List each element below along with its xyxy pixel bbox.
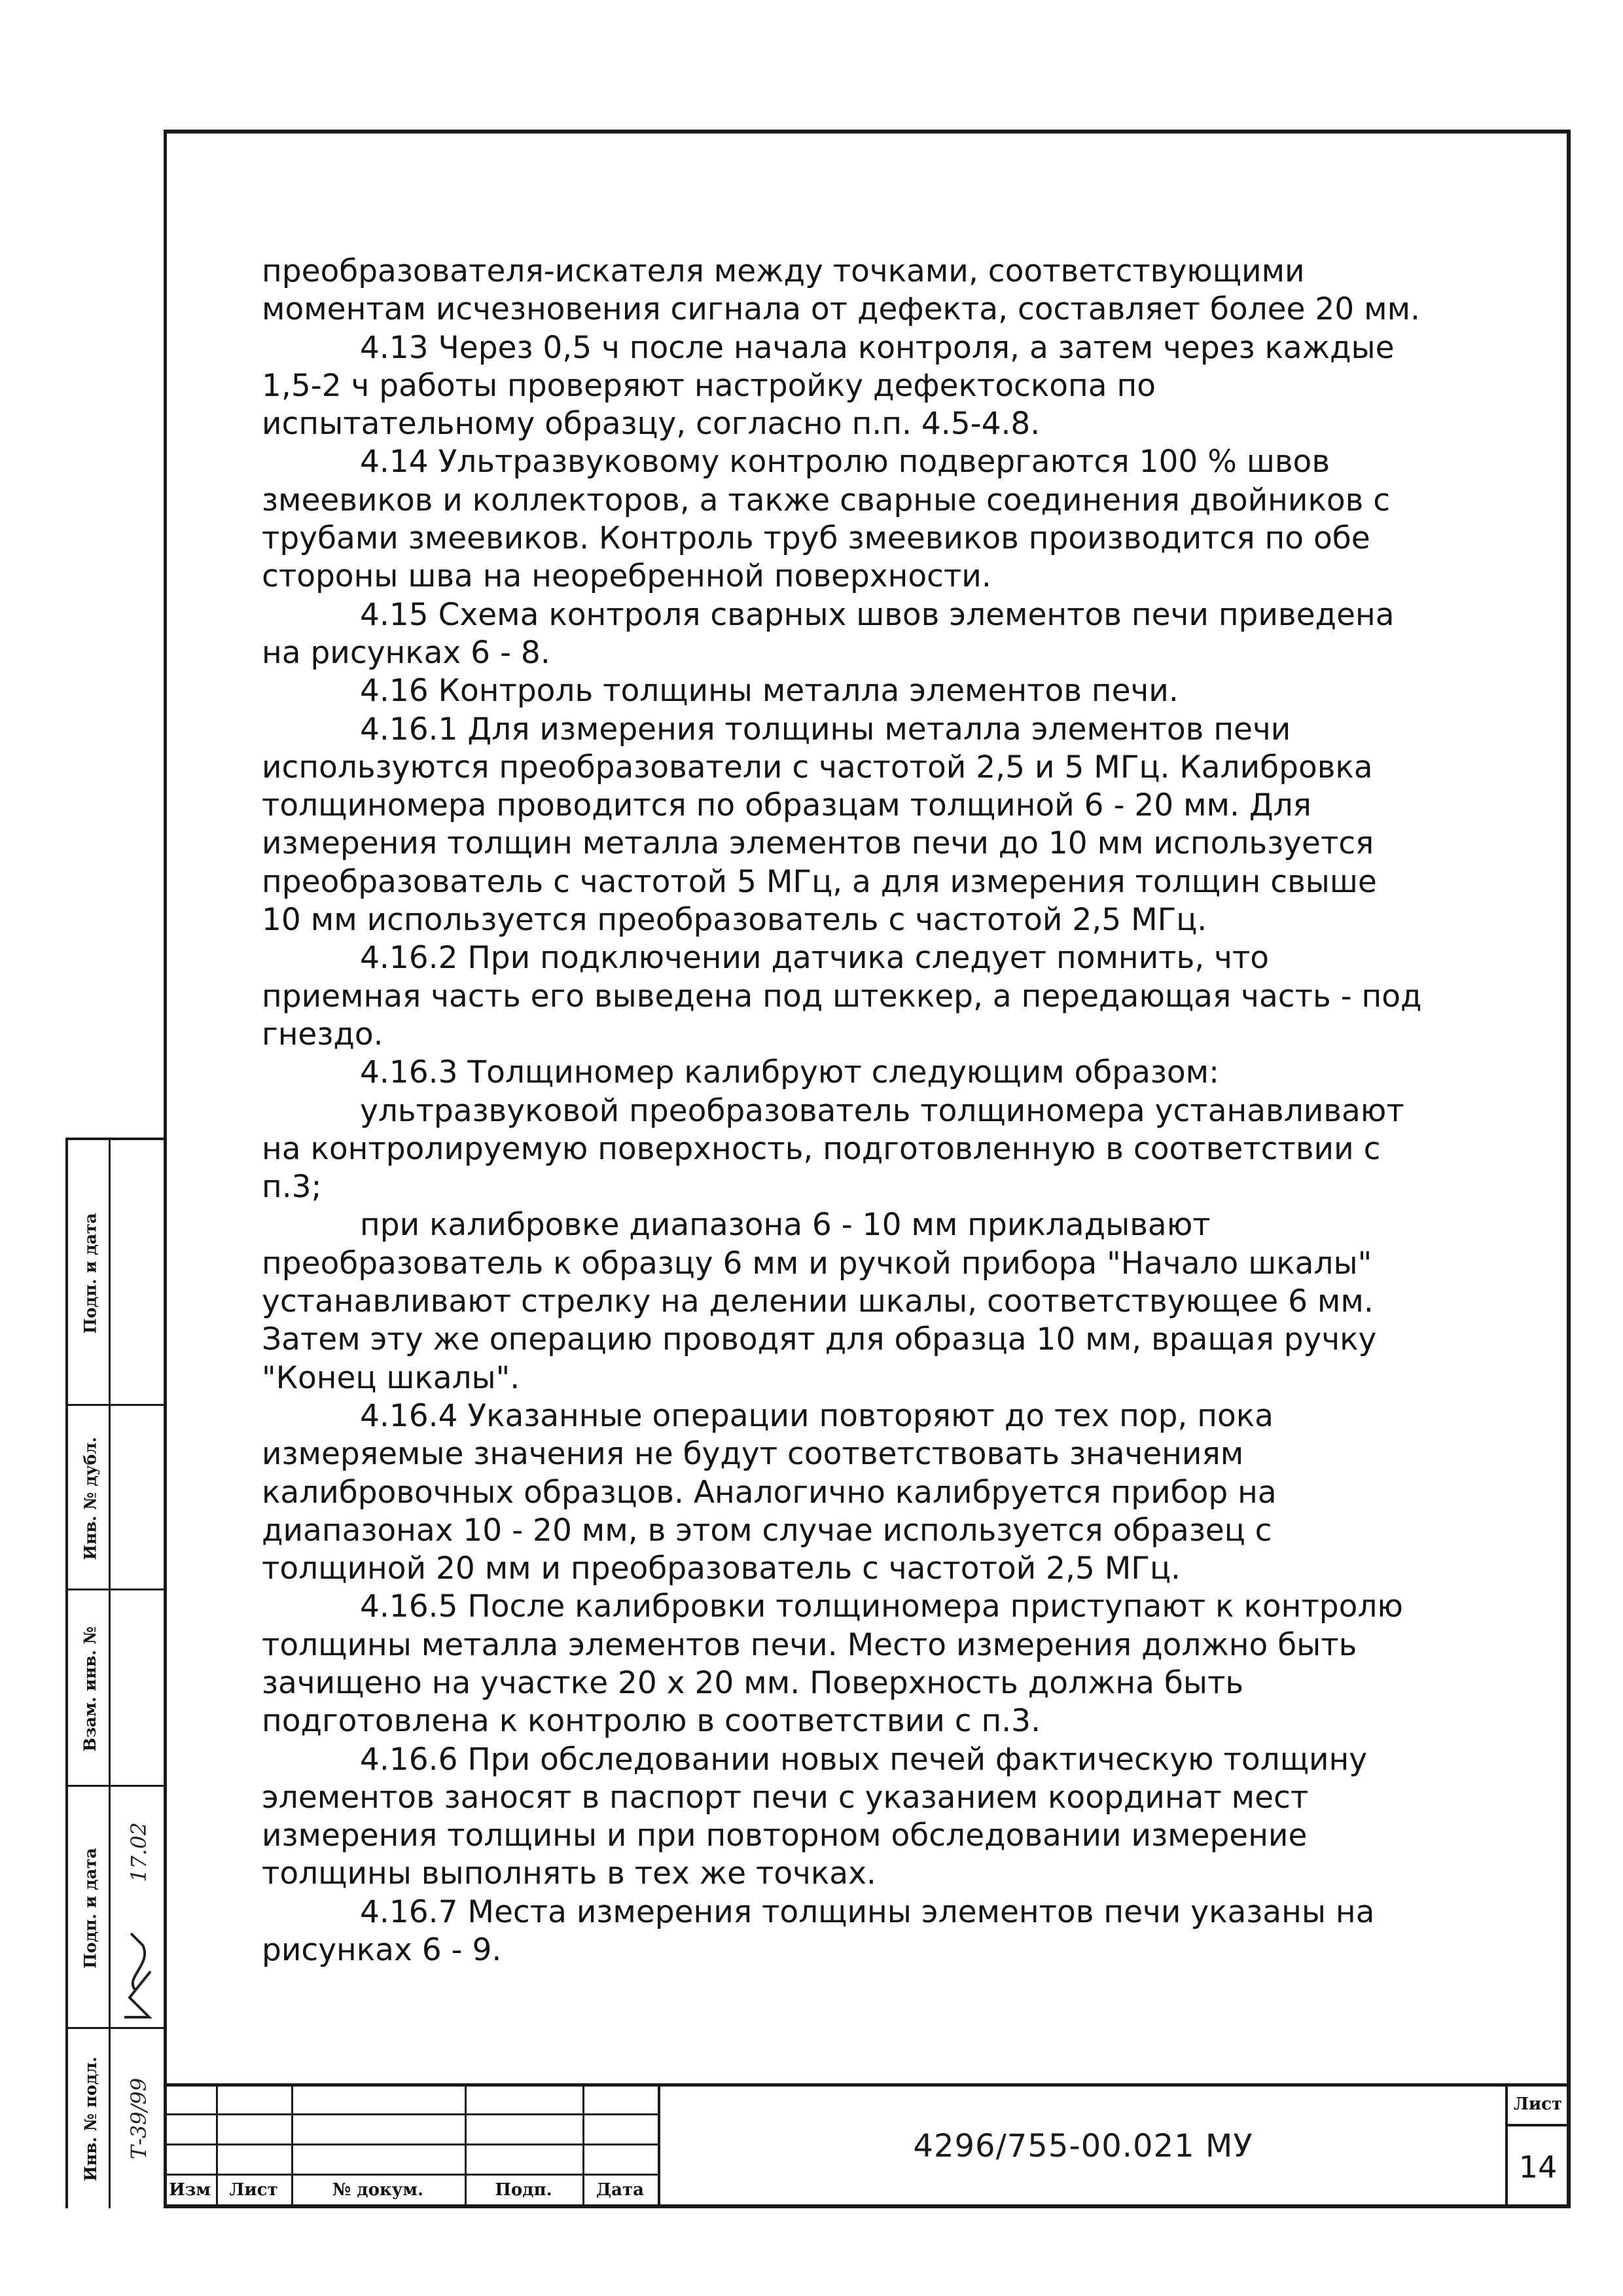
text-line: преобразователя-искателя между точками, соответствующими xyxy=(262,253,1305,289)
text-line: стороны шва на неоребренной поверхности. xyxy=(262,558,991,595)
label-inv-dubl: Инв. № дубл. xyxy=(80,1436,100,1560)
label-inv-podl: Инв. № подл. xyxy=(80,2056,100,2181)
label-podp-i-data: Подп. и дата xyxy=(80,1212,100,1334)
text-line: преобразователь с частотой 5 МГц, а для измерения толщин свыше xyxy=(262,863,1377,900)
sheet-number: 14 xyxy=(1518,2149,1558,2185)
title-block-grid xyxy=(164,2083,658,2208)
text-line: подготовлена к контролю в соответствии с п.3. xyxy=(262,1703,1041,1740)
text-line: 10 мм используется преобразователь с частотой 2,5 МГц. xyxy=(262,902,1207,939)
text-line: измерения толщин металла элементов печи до 10 мм используется xyxy=(262,825,1374,862)
text-line: преобразователь к образцу 6 мм и ручкой прибора "Начало шкалы" xyxy=(262,1245,1372,1282)
label-data: Дата xyxy=(596,2180,644,2200)
paragraph-4-16-5: 4.16.5 После калибровки толщиномера приступают к контролю xyxy=(360,1588,1403,1625)
paragraph-4-14: 4.14 Ультразвуковому контролю подвергаются 100 % швов xyxy=(360,444,1330,480)
signature-scribble xyxy=(116,1926,160,2024)
label-izm: Изм xyxy=(169,2180,211,2200)
paragraph-4-16-7: 4.16.7 Места измерения толщины элементов печи указаны на xyxy=(360,1893,1375,1930)
paragraph-4-16-4: 4.16.4 Указанные операции повторяют до тех пор, пока xyxy=(360,1397,1274,1434)
text-line: измерения толщины и при повторном обследовании измерение xyxy=(262,1818,1308,1854)
text-line: испытательному образцу, согласно п.п. 4.5-4.8. xyxy=(262,406,1041,442)
text-line: на рисунках 6 - 8. xyxy=(262,634,550,671)
handwritten-date: 17.02 xyxy=(126,1822,152,1882)
text-line: моментам исчезновения сигнала от дефекта, составляет более 20 мм. xyxy=(262,291,1420,328)
text-line: приемная часть его выведена под штеккер, а передающая часть - под xyxy=(262,978,1422,1014)
text-line: толщиномера проводится по образцам толщиной 6 - 20 мм. Для xyxy=(262,787,1311,824)
label-n-dokum: № докум. xyxy=(332,2180,424,2200)
text-line: п.3; xyxy=(262,1169,322,1206)
text-line: при калибровке диапазона 6 - 10 мм прикладывают xyxy=(360,1207,1211,1244)
text-line: трубами змеевиков. Контроль труб змеевиков производится по обе xyxy=(262,520,1370,557)
side-stamp xyxy=(65,1138,164,2208)
paragraph-4-15: 4.15 Схема контроля сварных швов элементов печи приведена xyxy=(360,596,1395,633)
text-line: Затем эту же операцию проводят для образца 10 мм, вращая ручку xyxy=(262,1321,1377,1358)
paragraph-4-16: 4.16 Контроль толщины металла элементов печи. xyxy=(360,673,1179,709)
label-vzam-inv: Взам. инв. № xyxy=(80,1626,100,1751)
paragraph-4-16-6: 4.16.6 При обследовании новых печей фактическую толщину xyxy=(360,1741,1368,1778)
title-block-divider xyxy=(1505,2124,1571,2126)
text-line: калибровочных образцов. Аналогично калибруется прибор на xyxy=(262,1474,1277,1511)
text-line: толщиной 20 мм и преобразователь с частотой 2,5 МГц. xyxy=(262,1551,1181,1587)
text-line: зачищено на участке 20 х 20 мм. Поверхность должна быть xyxy=(262,1664,1244,1701)
paragraph-4-13: 4.13 Через 0,5 ч после начала контроля, а затем через каждые xyxy=(360,329,1395,366)
handwritten-inv-number: Т-39/99 xyxy=(126,2077,151,2160)
paragraph-4-16-2: 4.16.2 При подключении датчика следует помнить, что xyxy=(360,940,1270,977)
text-line: 1,5-2 ч работы проверяют настройку дефектоскопа по xyxy=(262,367,1156,404)
text-line: на контролируемую поверхность, подготовленную в соответствии с xyxy=(262,1130,1381,1167)
document-body xyxy=(262,253,1446,1969)
text-line: толщины металла элементов печи. Место измерения должно быть xyxy=(262,1626,1357,1663)
sheet-label: Лист xyxy=(1513,2094,1563,2114)
text-line: элементов заносят в паспорт печи с указанием координат мест xyxy=(262,1779,1309,1816)
label-list: Лист xyxy=(229,2180,278,2200)
text-line: толщины выполнять в тех же точках. xyxy=(262,1856,876,1892)
label-podp-i-data-2: Подп. и дата xyxy=(80,1847,100,1969)
text-line: диапазонах 10 - 20 мм, в этом случае используется образец с xyxy=(262,1512,1272,1549)
text-line: "Конец шкалы". xyxy=(262,1359,520,1396)
text-line: рисунках 6 - 9. xyxy=(262,1932,502,1969)
text-line: измеряемые значения не будут соответствовать значениям xyxy=(262,1436,1244,1473)
text-line: змеевиков и коллекторов, а также сварные соединения двойников с xyxy=(262,482,1391,518)
text-line: гнездо. xyxy=(262,1016,383,1052)
document-code: 4296/755-00.021 МУ xyxy=(913,2127,1253,2164)
title-block xyxy=(164,2083,1571,2208)
text-line: ультразвуковой преобразователь толщиномера устанавливают xyxy=(360,1092,1404,1129)
text-line: используются преобразователи с частотой 2,5 и 5 МГц. Калибровка xyxy=(262,749,1373,785)
paragraph-4-16-1: 4.16.1 Для измерения толщины металла элементов печи xyxy=(360,711,1291,747)
label-podp: Подп. xyxy=(495,2180,552,2200)
paragraph-4-16-3: 4.16.3 Толщиномер калибруют следующим образом: xyxy=(360,1054,1219,1091)
title-block-divider xyxy=(658,2083,660,2208)
text-line: устанавливают стрелку на делении шкалы, соответствующее 6 мм. xyxy=(262,1283,1374,1320)
